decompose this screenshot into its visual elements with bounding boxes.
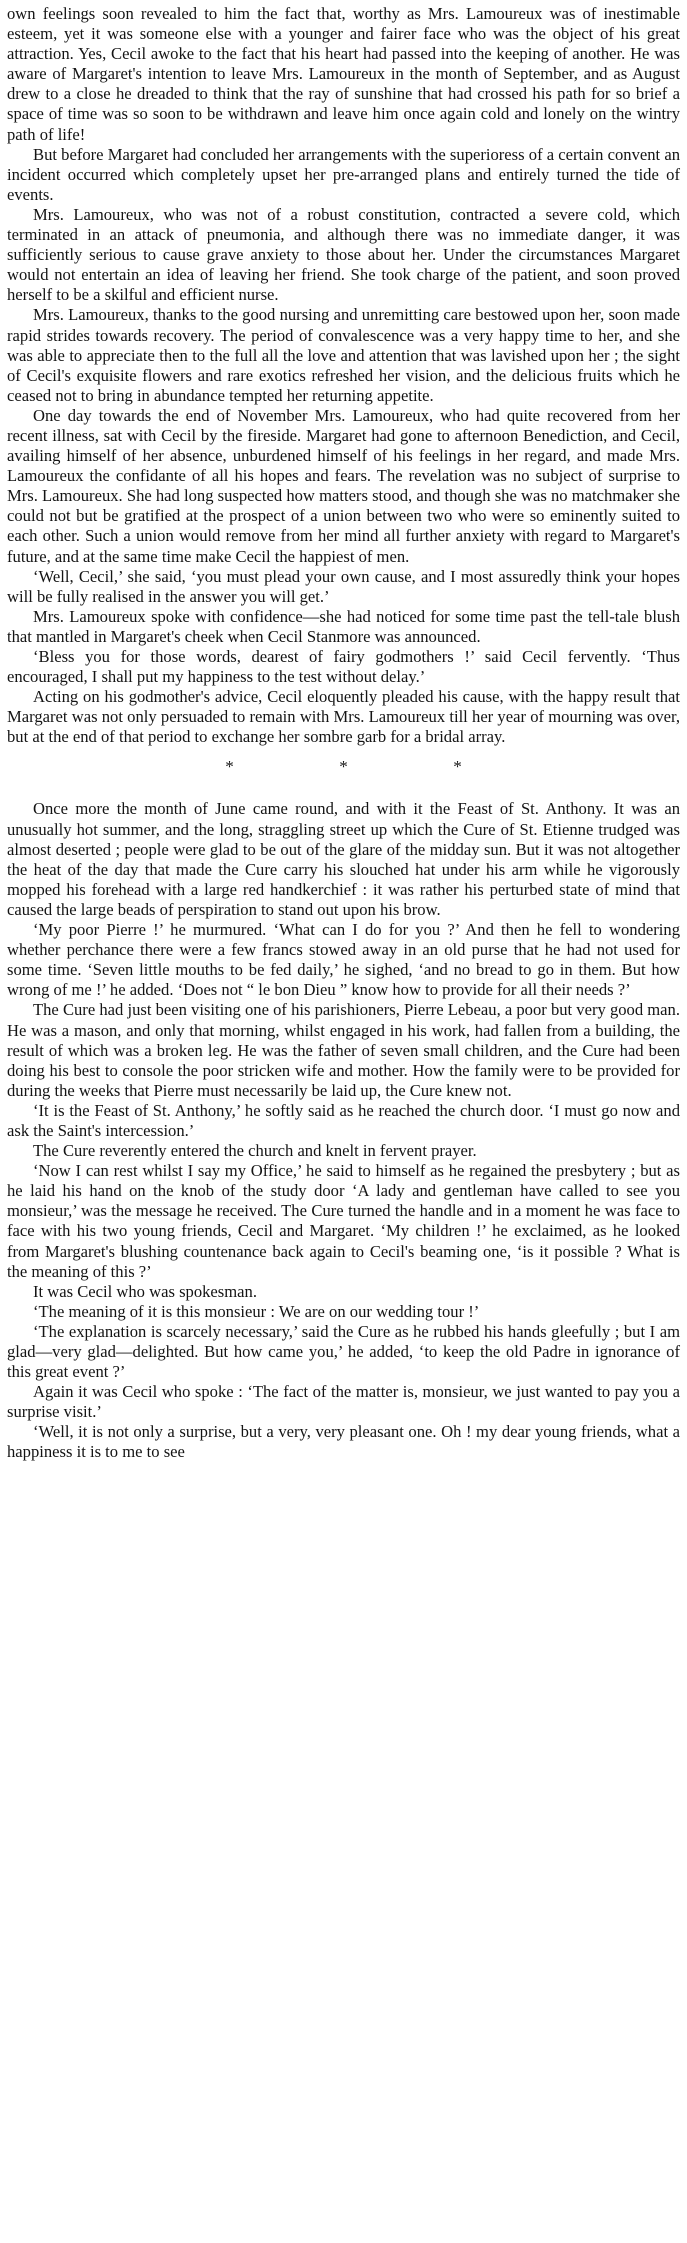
paragraph: It was Cecil who was spokesman. <box>33 1281 257 1301</box>
paragraph: One day towards the end of November Mrs. Lamoureux, who had quite recovered from her recent illness, sat with Cecil by the fireside. Margaret had gone to afternoon Benediction, and Cecil, availing himself of her absence, unburdened himself of his feelings in her regard, and made Mrs. Lamoureux the confidante of all his hopes and fears. The revelation was no subject of surprise to Mrs. Lamoureux. She had long suspected how matters stood, and though she was no matchmaker she could not but be gratified at the prospect of a union between two who were so eminently suited to each other. Such a union would remove from her mind all further anxiety with regard to Margaret's future, and at the same time make Cecil the happiest of men. <box>7 405 680 566</box>
paragraph-dialogue: ‘Well, it is not only a surprise, but a very, very pleasant one. Oh ! my dear young friends, what a happiness it is to me to see <box>7 1422 680 1462</box>
separator-asterisk: * <box>225 757 234 777</box>
paragraph-dialogue: Again it was Cecil who spoke : ‘The fact of the matter is, monsieur, we just wanted to pay you a surprise visit.’ <box>7 1382 680 1422</box>
paragraph: Mrs. Lamoureux, thanks to the good nursing and unremitting care bestowed upon her, soon made rapid strides towards recovery. The period of convalescence was a very happy time to her, and she was able to appreciate then to the full all the love and attention that was lavished upon her ; the sight of Cecil's exquisite flowers and rare exotics refreshed her vision, and the delicious fruits which he ceased not to bring in abundance tempted her returning appetite. <box>7 305 680 405</box>
paragraph: Once more the month of June came round, and with it the Feast of St. Anthony. It was an unusually hot summer, and the long, straggling street up which the Cure of St. Etienne trudged was almost deserted ; people were glad to be out of the glare of the midday sun. But it was not altogether the heat of the day that made the Cure carry his slouched hat under his arm while he vigorously mopped his forehead with a large red handkerchief : it was rather his perturbed state of mind that caused the large beads of perspiration to stand out upon his brow. <box>7 799 680 919</box>
paragraph: Acting on his godmother's advice, Cecil eloquently pleaded his cause, with the happy result that Margaret was not only persuaded to remain with Mrs. Lamoureux till her year of mourning was over, but at the end of that period to exchange her sombre garb for a bridal array. <box>7 687 680 747</box>
paragraph: Mrs. Lamoureux, who was not of a robust constitution, contracted a severe cold, which terminated in an attack of pneumonia, and although there was no immediate danger, it was sufficiently serious to cause grave anxiety to those about her. Under the circumstances Margaret would not entertain an idea of leaving her friend. She took charge of the patient, and soon proved herself to be a skilful and efficient nurse. <box>7 204 680 305</box>
paragraph: The Cure reverently entered the church and knelt in fervent prayer. <box>33 1141 477 1161</box>
paragraph-dialogue: ‘The explanation is scarcely necessary,’ said the Cure as he rubbed his hands gleefully ; but I am glad—very glad—delighted. But how came you,’ he added, ‘to keep the old Padre in ignorance of this great event ?’ <box>7 1321 680 1382</box>
section-before-break <box>7 4 680 747</box>
separator-asterisk: * <box>339 757 348 777</box>
section-separator <box>7 757 680 777</box>
paragraph: Mrs. Lamoureux spoke with confidence—she had noticed for some time past the tell-tale blush that mantled in Margaret's cheek when Cecil Stanmore was announced. <box>7 606 680 646</box>
paragraph-dialogue: ‘Bless you for those words, dearest of fairy godmothers !’ said Cecil fervently. ‘Thus encouraged, I shall put my happiness to the test without delay.’ <box>7 647 680 687</box>
section-after-break <box>7 799 680 1462</box>
paragraph-dialogue: ‘My poor Pierre !’ he murmured. ‘What can I do for you ?’ And then he fell to wondering whether perchance there were a few francs stowed away in an old purse that he had not used for some time. ‘Seven little mouths to be fed daily,’ he sighed, ‘and no bread to go in them. But how wrong of me !’ he added. ‘Does not “ le bon Dieu ” know how to provide for all their needs ?’ <box>7 920 680 1000</box>
paragraph: But before Margaret had concluded her arrangements with the superioress of a certain convent an incident occurred which completely upset her pre-arranged plans and entirely turned the tide of events. <box>7 144 680 204</box>
paragraph: The Cure had just been visiting one of his parishioners, Pierre Lebeau, a poor but very good man. He was a mason, and only that morning, whilst engaged in his work, had fallen from a building, the result of which was a broken leg. He was the father of seven small children, and the Cure had been doing his best to console the poor stricken wife and mother. How the family were to be provided for during the weeks that Pierre must necessarily be laid up, the Cure knew not. <box>7 1000 680 1100</box>
paragraph-dialogue: ‘It is the Feast of St. Anthony,’ he softly said as he reached the church door. ‘I must go now and ask the Saint's intercession.’ <box>7 1100 680 1140</box>
paragraph-continuation: own feelings soon revealed to him the fact that, worthy as Mrs. Lamoureux was of inestimable esteem, yet it was someone else with a younger and fairer face who was the object of his great attraction. Yes, Cecil awoke to the fact that his heart had passed into the keeping of another. He was aware of Margaret's intention to leave Mrs. Lamoureux in the month of September, and as August drew to a close he dreaded to think that the ray of sunshine that had crossed his path for so brief a space of time was so soon to be withdrawn and leave him once again cold and lonely on the wintry path of life! <box>7 4 680 144</box>
paragraph-dialogue: ‘The meaning of it is this monsieur : We are on our wedding tour !’ <box>33 1301 480 1321</box>
paragraph-dialogue: ‘Now I can rest whilst I say my Office,’ he said to himself as he regained the presbytery ; but as he laid his hand on the knob of the study door ‘A lady and gentleman have called to see you monsieur,’ was the message he received. The Cure turned the handle and in a moment he was face to face with his two young friends, Cecil and Margaret. ‘My children !’ he exclaimed, as he looked from Margaret's blushing countenance back again to Cecil's beaming one, ‘is it possible ? What is the meaning of this ?’ <box>7 1161 680 1281</box>
separator-asterisk: * <box>453 757 462 777</box>
paragraph-dialogue: ‘Well, Cecil,’ she said, ‘you must plead your own cause, and I most assuredly think your hopes will be fully realised in the answer you will get.’ <box>7 566 680 606</box>
